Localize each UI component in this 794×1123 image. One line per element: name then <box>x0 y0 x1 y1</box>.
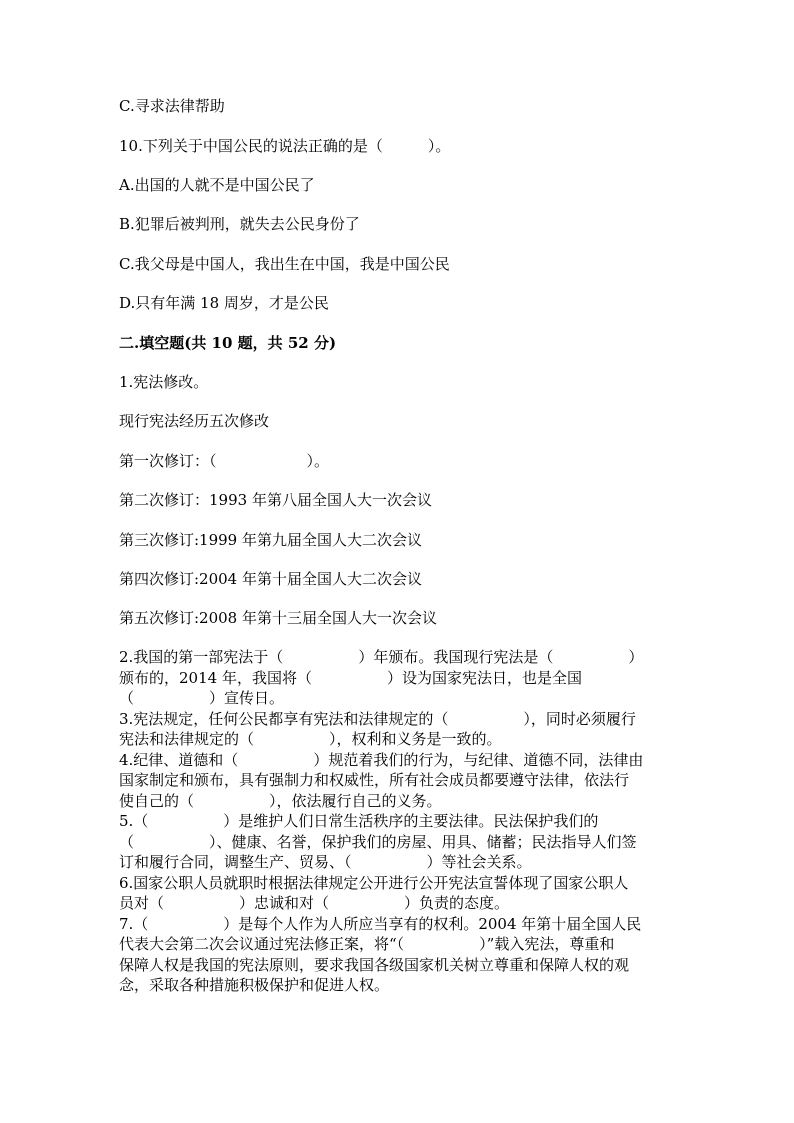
revision-4: 第四次修订:2004 年第十届全国人大二次会议 <box>119 570 422 588</box>
fill-question-5-line-1: 5.（ ）是维护人们日常生活秩序的主要法律。民法保护我们的 <box>119 812 599 830</box>
revision-3: 第三次修订:1999 年第九届全国人大二次会议 <box>119 531 422 549</box>
fill-question-1-stem: 1.宪法修改。 <box>119 373 209 391</box>
revision-1: 第一次修订：（ ）。 <box>119 452 330 470</box>
fill-question-7-line-3: 保障人权是我国的宪法原则，要求我国各级国家机关树立尊重和保障人权的观 <box>119 955 630 974</box>
fill-question-4-line-1: 4.纪律、道德和（ ）规范着我们的行为，与纪律、道德不同，法律由 <box>119 750 644 769</box>
revision-5: 第五次修订:2008 年第十三届全国人大一次会议 <box>119 609 437 627</box>
fill-questions-block <box>119 647 675 996</box>
question-10-option-b: B.犯罪后被判刑，就失去公民身份了 <box>119 215 360 233</box>
question-10-stem: 10.下列关于中国公民的说法正确的是（ ）。 <box>119 137 451 155</box>
revision-2: 第二次修订：1993 年第八届全国人大一次会议 <box>119 491 432 509</box>
question-10-option-a: A.出国的人就不是中国公民了 <box>119 176 315 194</box>
fill-question-2-line-1: 2.我国的第一部宪法于（ ）年颁布。我国现行宪法是（ ） <box>119 648 644 666</box>
fill-question-3-line-2: 宪法和法律规定的（ ），权利和义务是一致的。 <box>119 730 502 748</box>
fill-question-4-line-3: 使自己的（ ），依法履行自己的义务。 <box>119 791 442 810</box>
fill-question-5-line-2: （ ）、健康、名誉，保护我们的房屋、用具、储蓄；民法指导人们签 <box>119 832 637 851</box>
fill-question-7-line-2: 代表大会第二次会议通过宪法修正案，将“（ ）”载入宪法，尊重和 <box>119 935 615 953</box>
fill-question-5-line-3: 订和履行合同，调整生产、贸易、（ ）等社会关系。 <box>119 853 532 871</box>
question-10-option-c: C.我父母是中国人，我出生在中国，我是中国公民 <box>119 255 450 273</box>
section-heading-fill-in: 二.填空题(共 10 题，共 52 分) <box>119 334 337 352</box>
fill-question-7-line-1: 7.（ ）是每个人作为人所应当享有的权利。2004 年第十届全国人民 <box>119 914 642 933</box>
fill-question-7-line-4: 念，采取各种措施积极保护和促进人权。 <box>119 976 390 994</box>
question-10-option-d: D.只有年满 18 周岁，才是公民 <box>119 294 329 312</box>
fill-question-6-line-2: 员对（ ）忠诚和对（ ）负责的态度。 <box>119 894 510 912</box>
fill-question-2-line-2: 颁布的，2014 年，我国将（ ）设为国家宪法日，也是全国 <box>119 668 582 687</box>
option-c-legal-help: C.寻求法律帮助 <box>119 97 225 115</box>
fill-question-6-line-1: 6.国家公职人员就职时根据法律规定公开进行公开宪法宣誓体现了国家公职人 <box>119 873 629 892</box>
fill-question-2-line-3: （ ）宣传日。 <box>119 689 285 707</box>
fill-question-3-line-1: 3.宪法规定，任何公民都享有宪法和法律规定的（ ），同时必须履行 <box>119 709 636 728</box>
fill-question-1-intro: 现行宪法经历五次修改 <box>119 412 270 430</box>
fill-question-4-line-2: 国家制定和颁布，具有强制力和权威性，所有社会成员都要遵守法律，依法行 <box>119 771 630 789</box>
